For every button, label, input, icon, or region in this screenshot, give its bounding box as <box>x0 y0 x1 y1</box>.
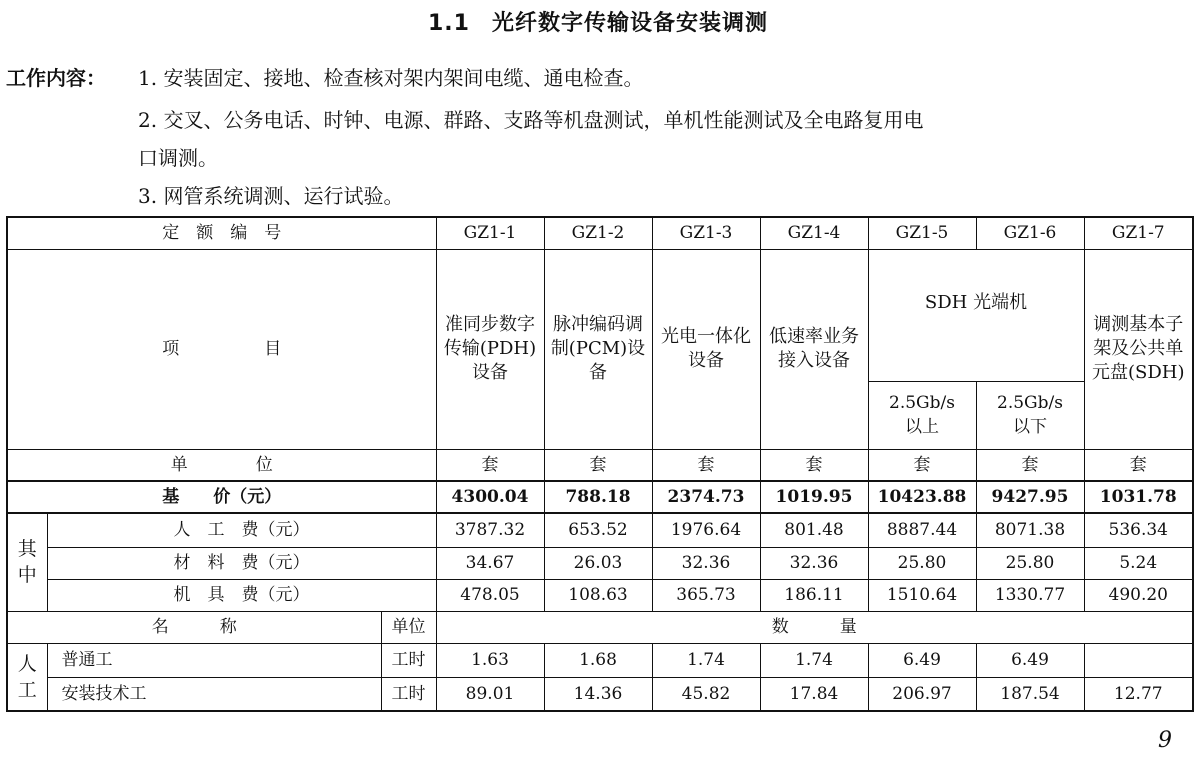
base-price-cell: 788.18 <box>544 481 652 513</box>
cost-cell: 653.52 <box>544 513 652 547</box>
labor-cell: 1.74 <box>652 643 760 677</box>
base-price-row <box>7 481 1193 513</box>
base-price-cell: 2374.73 <box>652 481 760 513</box>
labor-name: 普通工 <box>47 643 381 677</box>
labor-cell <box>1084 643 1193 677</box>
page-title <box>0 6 1196 37</box>
unit-cell: 套 <box>976 449 1084 481</box>
cost-row-labor <box>7 513 1193 547</box>
unit-cell: 套 <box>868 449 976 481</box>
item-above-2-5g: 2.5Gb/s以上 <box>868 381 976 449</box>
name-label: 名 称 <box>7 611 381 643</box>
work-content <box>6 62 643 91</box>
unit-row <box>7 449 1193 481</box>
base-price-cell: 9427.95 <box>976 481 1084 513</box>
cost-cell: 5.24 <box>1084 547 1193 579</box>
cost-row-material <box>7 547 1193 579</box>
base-price-cell: 1031.78 <box>1084 481 1193 513</box>
labor-cell: 206.97 <box>868 677 976 711</box>
item-label: 项 目 <box>7 249 436 449</box>
labor-cell: 14.36 <box>544 677 652 711</box>
work-line-3: 口调测。 <box>138 146 218 170</box>
labor-name: 安装技术工 <box>47 677 381 711</box>
code-cell: GZ1-6 <box>976 217 1084 249</box>
among-label: 其中 <box>7 513 47 611</box>
labor-row-general <box>7 643 1193 677</box>
item-pdh: 准同步数字传输(PDH)设备 <box>436 249 544 449</box>
cost-cell: 8887.44 <box>868 513 976 547</box>
cost-cell: 365.73 <box>652 579 760 611</box>
item-pcm: 脉冲编码调制(PCM)设备 <box>544 249 652 449</box>
labor-cell: 187.54 <box>976 677 1084 711</box>
item-row <box>7 249 1193 381</box>
unit-cell: 套 <box>544 449 652 481</box>
cost-cell: 25.80 <box>868 547 976 579</box>
cost-cell: 34.67 <box>436 547 544 579</box>
page-number: 9 <box>1158 728 1172 753</box>
labor-cell: 1.63 <box>436 643 544 677</box>
cost-cell: 1330.77 <box>976 579 1084 611</box>
item-photoelectric: 光电一体化设备 <box>652 249 760 449</box>
labor-label: 人工 <box>7 643 47 711</box>
cost-row-machine <box>7 579 1193 611</box>
labor-cell: 45.82 <box>652 677 760 711</box>
cost-cell: 478.05 <box>436 579 544 611</box>
labor-cell: 1.74 <box>760 643 868 677</box>
cost-cell: 32.36 <box>652 547 760 579</box>
code-cell: GZ1-2 <box>544 217 652 249</box>
code-cell: GZ1-7 <box>1084 217 1193 249</box>
name-header-row <box>7 611 1193 643</box>
cost-cell: 801.48 <box>760 513 868 547</box>
base-price-cell: 1019.95 <box>760 481 868 513</box>
code-row <box>7 217 1193 249</box>
unit-col-label: 单位 <box>381 611 436 643</box>
base-price-cell: 4300.04 <box>436 481 544 513</box>
unit-cell: 套 <box>436 449 544 481</box>
cost-cell: 26.03 <box>544 547 652 579</box>
labor-cell: 12.77 <box>1084 677 1193 711</box>
work-content-label: 工作内容： <box>6 66 106 90</box>
cost-cell: 3787.32 <box>436 513 544 547</box>
unit-cell: 套 <box>652 449 760 481</box>
labor-row-technical <box>7 677 1193 711</box>
code-cell: GZ1-5 <box>868 217 976 249</box>
cost-label: 材 料 费（元） <box>47 547 436 579</box>
base-price-label: 基 价（元） <box>7 481 436 513</box>
labor-cell: 89.01 <box>436 677 544 711</box>
cost-label: 机 具 费（元） <box>47 579 436 611</box>
quantity-label: 数 量 <box>436 611 1193 643</box>
item-sdh: SDH 光端机 <box>868 249 1084 381</box>
base-price-cell: 10423.88 <box>868 481 976 513</box>
item-sdh-subrack: 调测基本子架及公共单元盘(SDH) <box>1084 249 1193 449</box>
unit-cell: 套 <box>760 449 868 481</box>
labor-cell: 17.84 <box>760 677 868 711</box>
cost-cell: 25.80 <box>976 547 1084 579</box>
unit-cell: 套 <box>1084 449 1193 481</box>
code-cell: GZ1-1 <box>436 217 544 249</box>
work-line-2: 2. 交叉、公务电话、时钟、电源、群路、支路等机盘测试，单机性能测试及全电路复用电 <box>138 108 924 132</box>
code-cell: GZ1-3 <box>652 217 760 249</box>
work-line-4: 3. 网管系统调测、运行试验。 <box>138 184 404 208</box>
labor-cell: 1.68 <box>544 643 652 677</box>
unit-label: 单 位 <box>7 449 436 481</box>
cost-cell: 108.63 <box>544 579 652 611</box>
labor-cell: 6.49 <box>976 643 1084 677</box>
cost-label: 人 工 费（元） <box>47 513 436 547</box>
code-cell: GZ1-4 <box>760 217 868 249</box>
work-line-1: 1. 安装固定、接地、检查核对架内架间电缆、通电检查。 <box>138 66 644 90</box>
section-title: 光纤数字传输设备安装调测 <box>491 11 768 36</box>
cost-cell: 536.34 <box>1084 513 1193 547</box>
cost-cell: 1976.64 <box>652 513 760 547</box>
cost-cell: 8071.38 <box>976 513 1084 547</box>
labor-unit: 工时 <box>381 643 436 677</box>
labor-cell: 6.49 <box>868 643 976 677</box>
labor-unit: 工时 <box>381 677 436 711</box>
section-number: 1.1 <box>428 11 470 36</box>
cost-cell: 1510.64 <box>868 579 976 611</box>
item-below-2-5g: 2.5Gb/s以下 <box>976 381 1084 449</box>
quota-table <box>6 216 1194 712</box>
cost-cell: 186.11 <box>760 579 868 611</box>
cost-cell: 490.20 <box>1084 579 1193 611</box>
item-low-rate: 低速率业务接入设备 <box>760 249 868 449</box>
cost-cell: 32.36 <box>760 547 868 579</box>
quota-label: 定 额 编 号 <box>7 217 436 249</box>
